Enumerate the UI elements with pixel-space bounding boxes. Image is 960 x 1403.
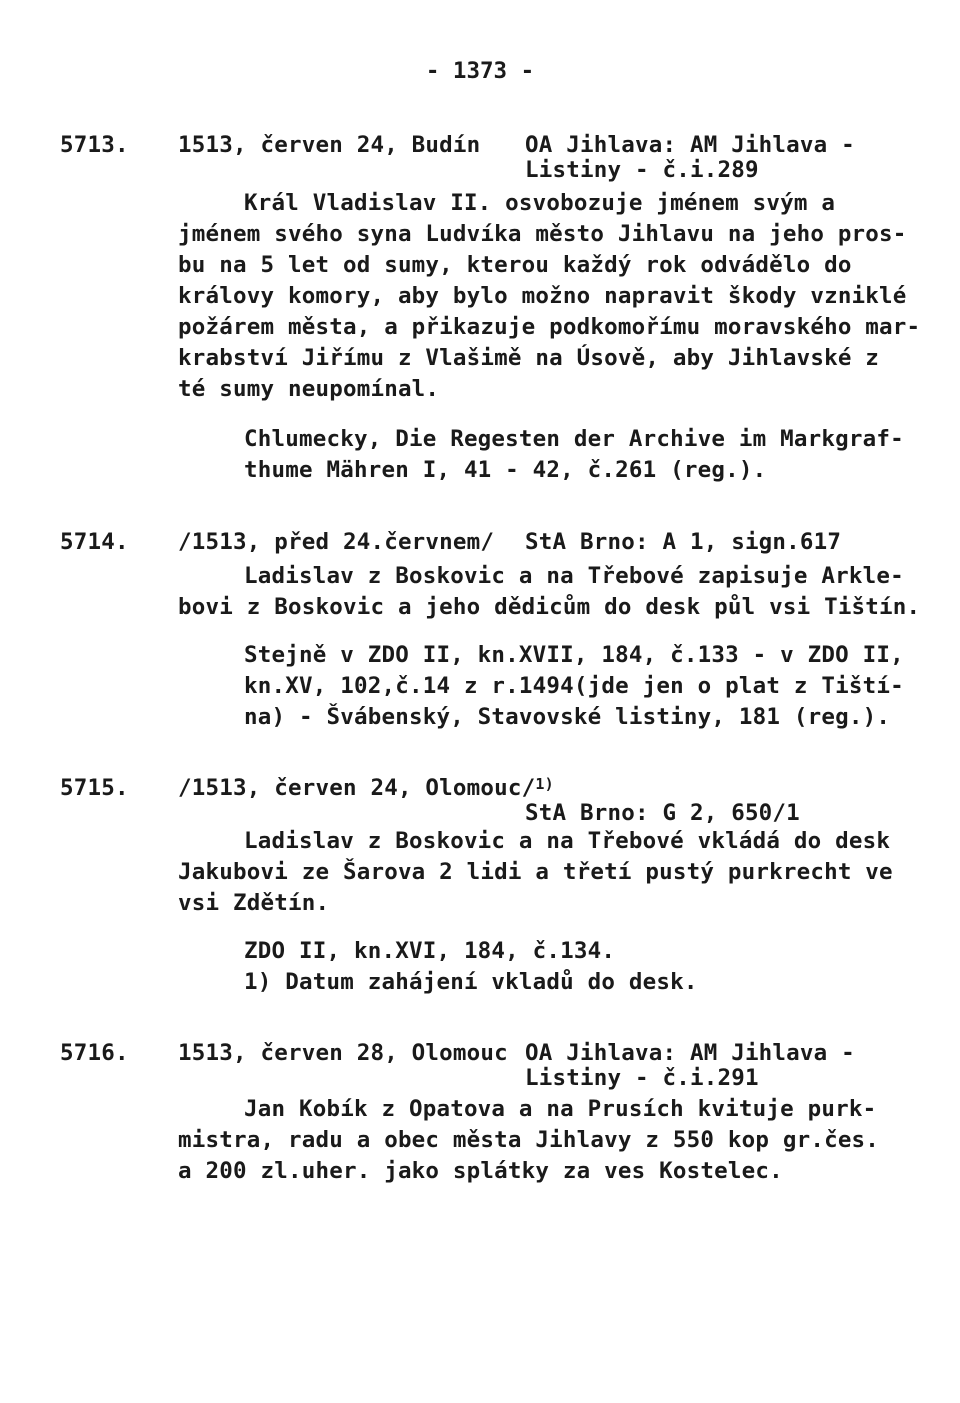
entry-number: 5713.: [60, 132, 129, 158]
entry-source-line: StA Brno: G 2, 650/1: [525, 800, 800, 826]
entry-reference-line: kn.XV, 102,č.14 z r.1494(jde jen o plat z Tiští-: [244, 673, 904, 699]
entry-header: [178, 773, 554, 803]
entry-header: 1513, červen 24, Budín: [178, 132, 481, 158]
entry-reference-line: Chlumecky, Die Regesten der Archive im Markgraf-: [244, 426, 904, 452]
entry-body-line: a 200 zl.uher. jako splátky za ves Kostelec.: [178, 1158, 783, 1184]
entry-reference-line: thume Mähren I, 41 - 42, č.261 (reg.).: [244, 457, 767, 483]
entry-number: 5715.: [60, 775, 129, 801]
entry-source-line: OA Jihlava: AM Jihlava -: [525, 132, 855, 158]
entry-body-line: Král Vladislav II. osvobozuje jménem svým a: [244, 190, 836, 216]
entry-number: 5714.: [60, 529, 129, 555]
entry-body-line: mistra, radu a obec města Jihlavy z 550 kop gr.čes.: [178, 1127, 880, 1153]
entry-body-line: Jan Kobík z Opatova a na Prusích kvituje purk-: [244, 1096, 877, 1122]
entry-reference-line: na) - Švábenský, Stavovské listiny, 181 (reg.).: [244, 704, 891, 730]
entry-header-text: /1513, červen 24, Olomouc/: [178, 775, 536, 801]
entry-source-line: OA Jihlava: AM Jihlava -: [525, 1040, 855, 1066]
entry-body-line: krabství Jiřímu z Vlašimě na Úsově, aby Jihlavské z: [178, 345, 880, 371]
entry-source-line: Listiny - č.i.291: [525, 1065, 759, 1091]
entry-number: 5716.: [60, 1040, 129, 1066]
entry-header: 1513, červen 28, Olomouc: [178, 1040, 508, 1066]
entry-body-line: vsi Zdětín.: [178, 890, 330, 916]
entry-body-line: Ladislav z Boskovic a na Třebové zapisuje Arkle-: [244, 563, 904, 589]
footnote-text: 1) Datum zahájení vkladů do desk.: [244, 969, 698, 995]
entry-header: /1513, před 24.červnem/: [178, 529, 495, 555]
entry-source-line: StA Brno: A 1, sign.617: [525, 529, 842, 555]
entry-body-line: královy komory, aby bylo možno napravit škody vzniklé: [178, 283, 907, 309]
entry-body-line: požárem města, a přikazuje podkomořímu moravského mar-: [178, 314, 921, 340]
entry-body-line: Ladislav z Boskovic a na Třebové vkládá do desk: [244, 828, 891, 854]
footnote-marker: 1): [535, 775, 554, 793]
entry-reference-line: Stejně v ZDO II, kn.XVII, 184, č.133 - v ZDO II,: [244, 642, 904, 668]
entry-body-line: bovi z Boskovic a jeho dědicům do desk půl vsi Tištín.: [178, 594, 921, 620]
entry-reference-line: ZDO II, kn.XVI, 184, č.134.: [244, 938, 616, 964]
entry-source-line: Listiny - č.i.289: [525, 157, 759, 183]
page-number: - 1373 -: [425, 58, 535, 84]
entry-body-line: jménem svého syna Ludvíka město Jihlavu na jeho pros-: [178, 221, 907, 247]
entry-body-line: té sumy neupomínal.: [178, 376, 440, 402]
entry-body-line: bu na 5 let od sumy, kterou každý rok odvádělo do: [178, 252, 852, 278]
entry-body-line: Jakubovi ze Šarova 2 lidi a třetí pustý purkrecht ve: [178, 859, 893, 885]
